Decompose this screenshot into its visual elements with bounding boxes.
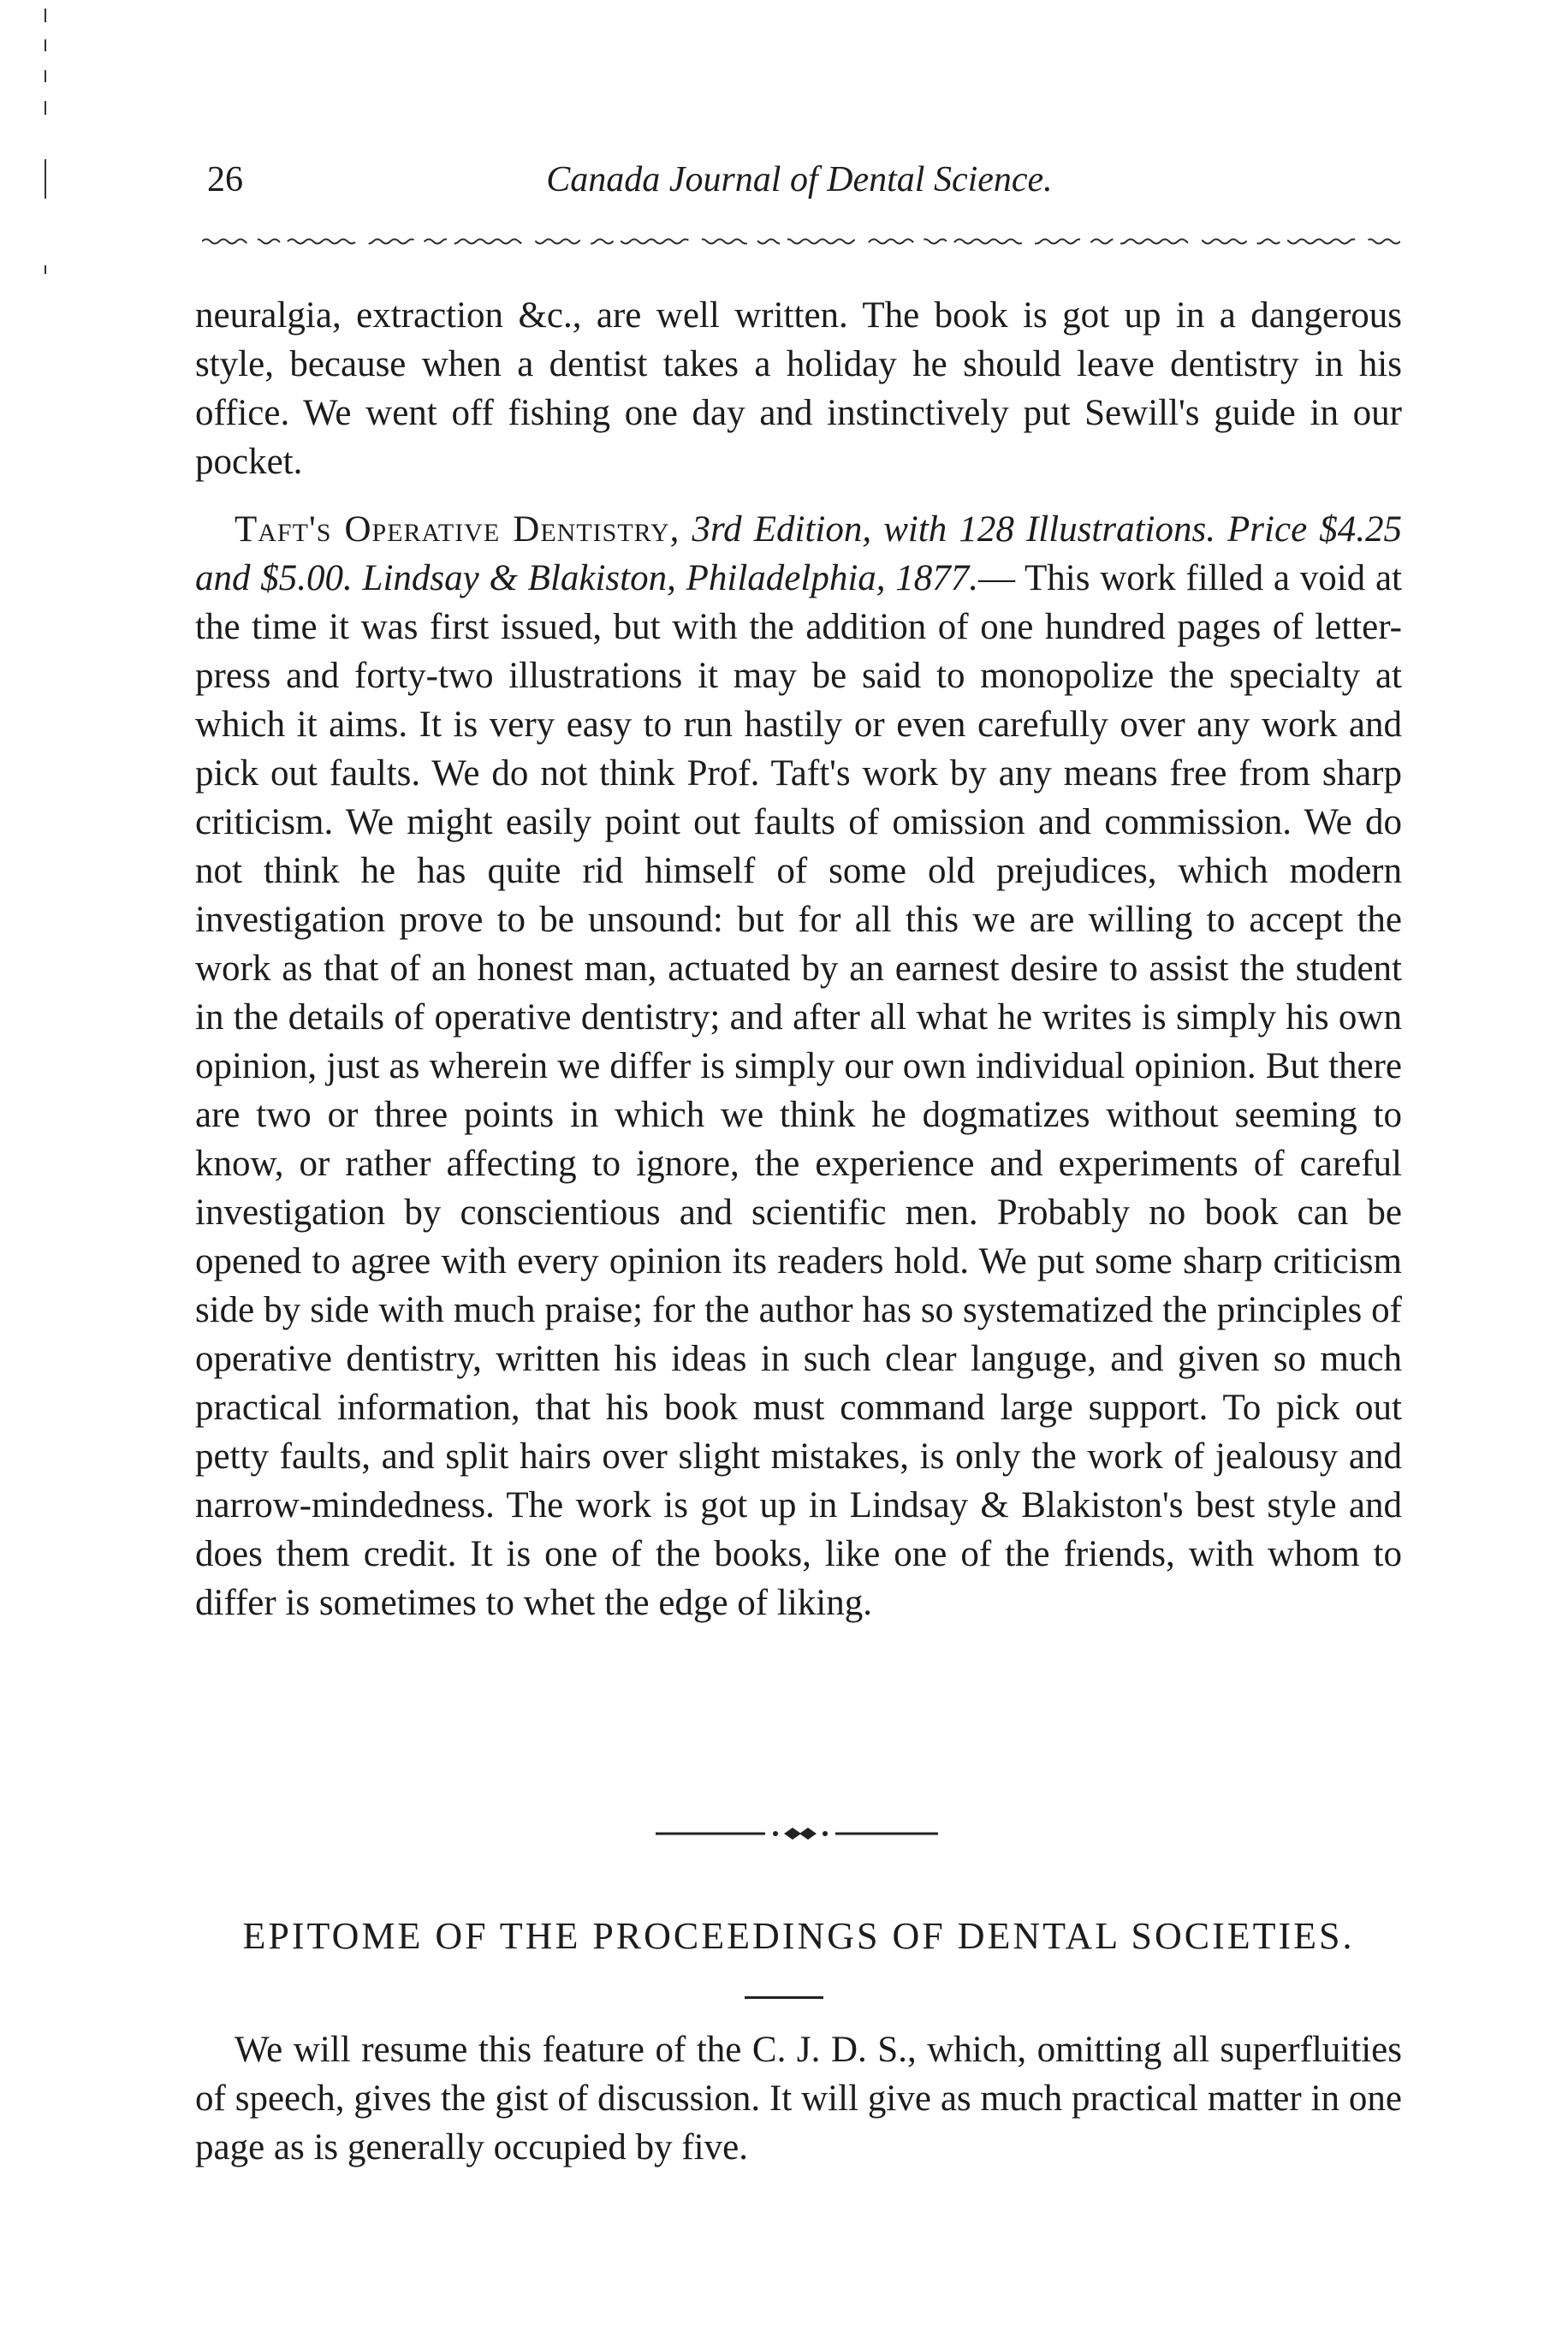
header-wavy-rule	[202, 236, 1400, 247]
review-book-details: 3rd Edition, with 128 Illustrations. Price $4.25 and $5.00. Lindsay & Blakiston, Philadelphia, 1877.	[195, 509, 1402, 598]
section-ornament	[656, 1823, 938, 1844]
section-rule	[745, 1996, 823, 1999]
paragraph-continuation: neuralgia, extraction &c., are well written. The book is got up in a dangerous style, because when a dentist takes a holiday he should leave dentistry in his office. We went off fishing one day and instinctively put Sewill's guide in our pocket.	[195, 295, 1402, 482]
section-body: We will resume this feature of the C. J. D. S., which, omitting all superfluities of speech, gives the gist of discussion. It will give as much practical matter in one page as is generally occupied by five.	[195, 2030, 1402, 2167]
review-body: This work filled a void at the time it was first issued, but with the addition of one hundred pages of letter-press and forty-two illustrations it may be said to monopolize the specialty at which it aims. It is very easy to run hastily or even carefully over any work and pick out faults. We do not think Prof. Taft's work by any means free from sharp criticism. We might easily point out faults of omission and commission. We do not think he has quite rid himself of some old prejudices, which modern investigation prove to be unsound: but for all this we are willing to accept the work as that of an honest man, actuated by an earnest desire to assist the student in the details of operative dentistry; and after all what he writes is simply his own opinion, just as wherein we differ is simply our own individual opinion. But there are two or three points in which we think he dogmatizes without seeming to know, or rather affecting to ignore, the experience and experiments of careful investigation by conscientious and scientific men. Probably no book can be opened to agree with every opinion its readers hold. We put some sharp criticism side by side with much praise; for the author has so systematized the principles of operative dentistry, written his ideas in such clear languge, and given so much practical information, that his book must command large support. To pick out petty faults, and split hairs over slight mistakes, is only the work of jealousy and narrow-mindedness. The work is got up in Lindsay & Blakiston's best style and does them credit. It is one of the books, like one of the friends, with whom to differ is sometimes to whet the edge of liking.	[195, 558, 1402, 1623]
page-number: 26	[207, 160, 243, 199]
review-taft-operative-dentistry	[195, 505, 1402, 1627]
scan-margin-marks	[45, 9, 48, 282]
page-header	[192, 159, 1407, 211]
review-dash: —	[978, 558, 1016, 598]
section-heading: EPITOME OF THE PROCEEDINGS OF DENTAL SOCIETIES.	[242, 1915, 1355, 1957]
running-title: Canada Journal of Dental Science.	[546, 160, 1053, 199]
review-book-title: Taft's Operative Dentistry,	[235, 509, 680, 550]
